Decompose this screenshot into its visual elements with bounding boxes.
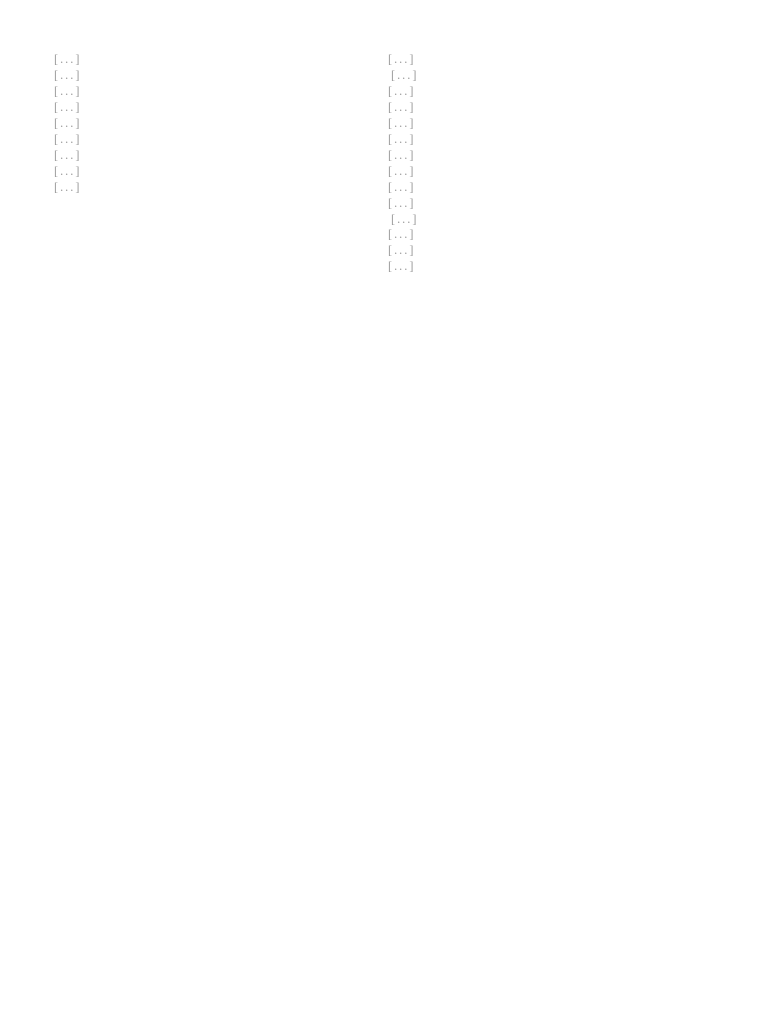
paragraph-text: [...]	[388, 259, 416, 274]
paragraph-text: [...]	[388, 147, 416, 162]
paragraph-text: [...]	[388, 99, 416, 114]
paragraph-text: [...]	[54, 99, 82, 114]
paragraph-text: [...]	[54, 52, 82, 66]
paragraph	[54, 84, 384, 100]
paragraph-text: [...]	[54, 163, 82, 178]
paragraph	[54, 100, 384, 116]
paragraph-text: [...]	[54, 83, 82, 98]
paragraph-text: [...]	[388, 52, 416, 66]
paragraph-text: [...]	[54, 179, 82, 194]
paragraph-text: [...]	[54, 115, 82, 130]
paragraph	[54, 148, 384, 164]
paragraph	[388, 148, 718, 164]
paragraph	[54, 132, 384, 148]
section-heading-text: [...]	[391, 211, 419, 226]
paragraph-text: [...]	[54, 147, 82, 162]
paragraph	[388, 259, 718, 275]
section-heading	[388, 68, 718, 84]
paragraph-text: [...]	[388, 163, 416, 178]
paragraph	[388, 100, 718, 116]
paragraph	[388, 132, 718, 148]
paragraph	[388, 52, 718, 68]
paragraph-text: [...]	[388, 243, 416, 258]
paragraph-text: [...]	[388, 227, 416, 242]
paragraph	[388, 180, 718, 196]
paragraph	[388, 196, 718, 212]
text-column-right	[388, 52, 718, 1017]
text-column-left	[54, 52, 384, 1017]
paragraph	[388, 227, 718, 243]
paragraph	[388, 243, 718, 259]
paragraph	[54, 180, 384, 196]
paragraph	[388, 84, 718, 100]
paragraph-text: [...]	[388, 195, 416, 210]
paragraph-text: [...]	[388, 115, 416, 130]
paragraph	[54, 164, 384, 180]
paragraph-text: [...]	[54, 131, 82, 146]
section-heading-text: [...]	[391, 67, 419, 82]
paragraph	[388, 116, 718, 132]
paragraph-text: [...]	[388, 83, 416, 98]
paragraph-text: [...]	[388, 131, 416, 146]
paragraph-text: [...]	[54, 67, 82, 82]
section-heading	[388, 212, 718, 228]
paragraph	[388, 164, 718, 180]
paragraph-text: [...]	[388, 179, 416, 194]
paragraph	[54, 68, 384, 84]
paragraph	[54, 116, 384, 132]
paragraph	[54, 52, 384, 68]
